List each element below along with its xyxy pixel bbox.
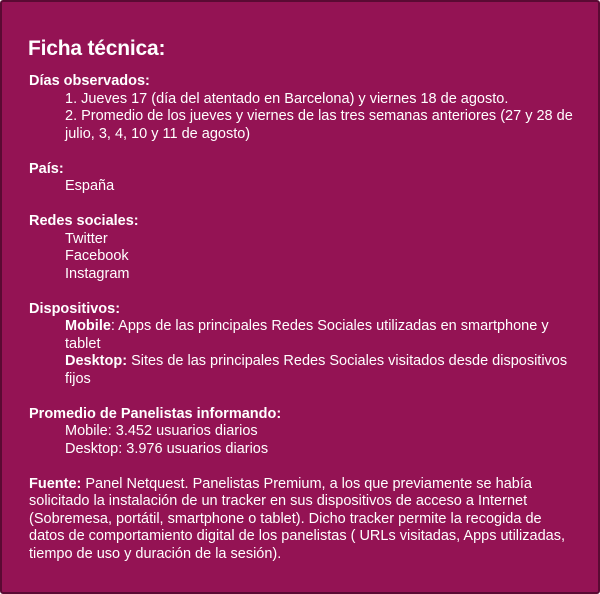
fuente-text: Panel Netquest. Panelistas Premium, a los que previamente se había solicitado la instalación de un tracker en sus dispositivos de acceso a Internet (Sobremesa, portátil, smartphone o tablet). Dicho tracker permite la recogida de datos de comportamiento digital de los panelistas ( URLs visitadas, Apps utilizadas, tiempo de uso y duración de la sesión). [29,475,565,562]
panelistas-mobile: Mobile: 3.452 usuarios diarios [65,423,258,439]
dispositivos-label: Dispositivos: [29,300,121,317]
section-dispositivos [29,301,579,389]
dias-list [29,91,579,144]
redes-item-twitter: Twitter [65,230,108,247]
mobile-label: Mobile [65,318,111,334]
section-dias-observados [29,73,579,143]
page-title: Ficha técnica: [28,37,166,60]
dias-item-1: 1. Jueves 17 (día del atentado en Barcelona) y viernes 18 de agosto. [65,90,509,107]
desktop-text: Sites de las principales Redes Sociales visitados desde dispositivos fijos [65,353,568,387]
panelistas-label: Promedio de Panelistas informando: [29,405,282,422]
mobile-text: : Apps de las principales Redes Sociales utilizadas en smartphone y tablet [65,318,549,352]
panelistas-desktop: Desktop: 3.976 usuarios diarios [65,440,269,457]
redes-label: Redes sociales: [29,213,139,229]
section-redes-sociales [29,213,579,283]
dispositivos-list [29,318,579,388]
section-panelistas [29,406,579,459]
sheet-content [29,73,579,563]
dias-label: Días observados: [29,73,150,89]
pais-list [29,178,579,196]
dias-item-2: 2. Promedio de los jueves y viernes de las tres semanas anteriores (27 y 28 de julio, 3, 4, 10 y 11 de agosto) [65,108,573,142]
pais-value: España [65,178,115,194]
section-pais [29,161,579,196]
panelistas-list [29,423,579,458]
redes-list [29,231,579,284]
redes-item-facebook: Facebook [65,248,129,264]
dispositivo-desktop [65,353,579,388]
fuente-label: Fuente: [29,475,82,492]
fuente-note [29,476,577,564]
dispositivo-mobile [65,318,579,353]
pais-label: País: [29,160,64,177]
desktop-label: Desktop: [65,353,128,369]
redes-item-instagram: Instagram [65,265,130,282]
